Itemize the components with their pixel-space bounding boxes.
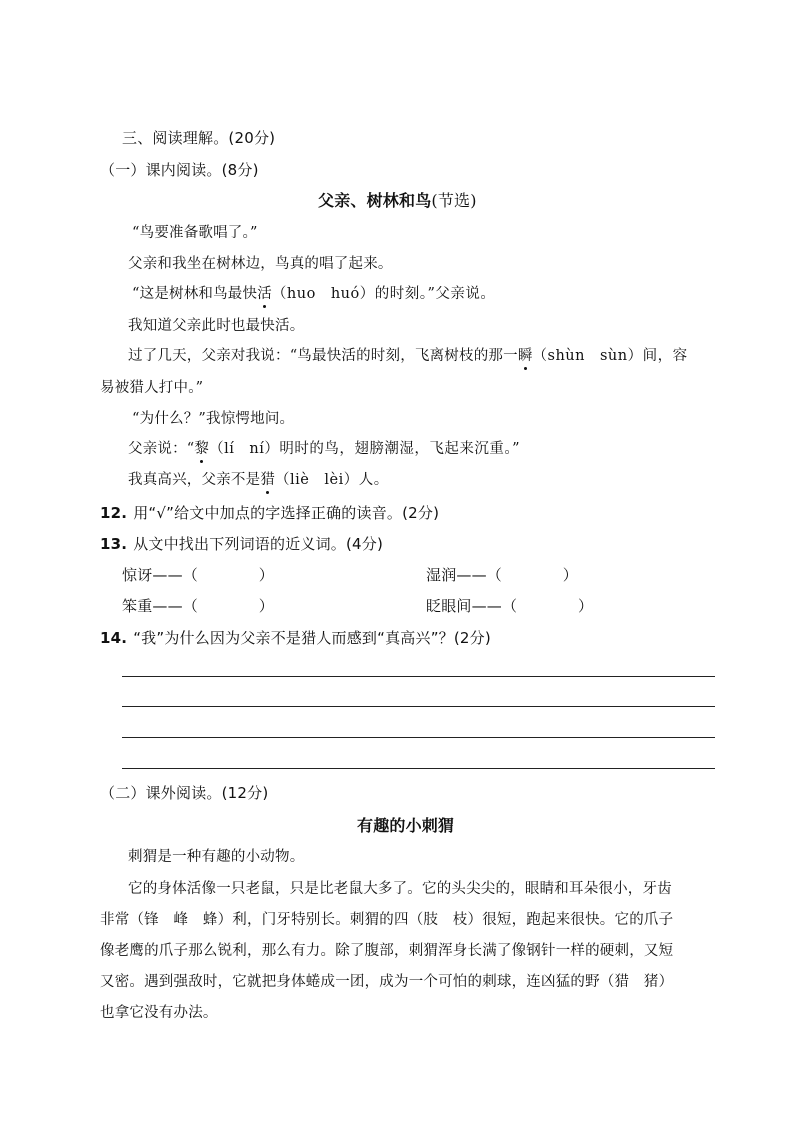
question-13-text: 从文中找出下列词语的近义词。(4分) [133, 535, 384, 553]
p7-a: 父亲说：“ [128, 441, 195, 457]
synonym-item-3[interactable]: 笨重——（ ） [122, 597, 275, 615]
question-13 [100, 534, 383, 554]
answer-line-3[interactable] [122, 737, 715, 738]
passage2-line-1: 刺猬是一种有趣的小动物。 [128, 849, 305, 865]
passage1-line-1: “鸟要准备歌唱了。” [132, 225, 258, 241]
question-14-number: 14. [100, 629, 128, 647]
p5-a: 过了几天，父亲对我说：“鸟最快活的时刻，飞离树枝的那一 [128, 348, 518, 364]
question-12-number: 12. [100, 504, 128, 522]
passage1-line-5-cont: 易被猎人打中。” [100, 380, 204, 396]
passage1-line-5 [128, 346, 688, 366]
synonym-item-2[interactable]: 湿润——（ ） [426, 566, 579, 584]
question-14-text: “我”为什么因为父亲不是猎人而感到“真高兴”？(2分) [133, 629, 491, 647]
p3-a: “这是树林和鸟最快 [132, 286, 258, 302]
passage1-line-2: 父亲和我坐在树林边，鸟真的唱了起来。 [128, 256, 393, 272]
synonym-item-4[interactable]: 眨眼间——（ ） [426, 597, 594, 615]
answer-line-1[interactable] [122, 676, 715, 677]
passage2-line-5: 又密。遇到强敌时，它就把身体蜷成一团，成为一个可怕的刺球，连凶猛的野（猎 猪） [100, 974, 674, 990]
passage1-line-4: 我知道父亲此时也最快活。 [128, 318, 305, 334]
passage2-line-6: 也拿它没有办法。 [100, 1005, 218, 1021]
passage1-line-3 [132, 284, 495, 304]
p7-c: （lí ní）明时的鸟，翅膀潮湿，飞起来沉重。” [209, 441, 521, 457]
question-12-text: 用“√”给文中加点的字选择正确的读音。(2分) [133, 504, 440, 522]
p3-c: （huo huó）的时刻。”父亲说。 [271, 286, 496, 302]
p8-a: 我真高兴，父亲不是 [128, 472, 261, 488]
p8-c: （liè lèi）人。 [275, 472, 389, 488]
passage2-line-4: 像老鹰的爪子那么锐利，那么有力。除了腹部，刺猬浑身长满了像钢针一样的硬刺，又短 [100, 943, 674, 959]
dotted-char-li: 黎 [194, 441, 210, 457]
passage1-line-6: “为什么？”我惊愕地问。 [132, 411, 295, 427]
dotted-char-lie: 猎 [260, 472, 276, 488]
part1-heading: （一）课内阅读。(8分) [100, 161, 259, 179]
passage2-title: 有趣的小刺猬 [357, 816, 455, 835]
answer-line-2[interactable] [122, 706, 715, 707]
dotted-char-huo: 活 [257, 286, 272, 302]
passage2-line-3: 非常（锋 峰 蜂）利，门牙特别长。刺猬的四（肢 枝）很短，跑起来很快。它的爪子 [100, 912, 674, 928]
question-14 [100, 628, 491, 648]
question-12 [100, 503, 439, 523]
passage1-title-text: 父亲、树林和鸟 [318, 191, 432, 210]
question-13-number: 13. [100, 535, 128, 553]
passage2-line-2: 它的身体活像一只老鼠，只是比老鼠大多了。它的头尖尖的，眼睛和耳朵很小，牙齿 [128, 881, 672, 897]
section-heading: 三、阅读理解。(20分) [122, 129, 276, 147]
passage1-title [318, 191, 477, 211]
answer-line-4[interactable] [122, 768, 715, 769]
part2-heading: （二）课外阅读。(12分) [100, 784, 269, 802]
passage1-line-8 [128, 470, 389, 490]
synonym-item-1[interactable]: 惊讶——（ ） [122, 566, 275, 584]
passage1-line-7 [128, 439, 520, 459]
dotted-char-shun: 瞬 [517, 348, 533, 364]
passage1-title-note: (节选) [431, 191, 477, 210]
p5-c: （shùn sùn）间，容 [532, 348, 688, 364]
